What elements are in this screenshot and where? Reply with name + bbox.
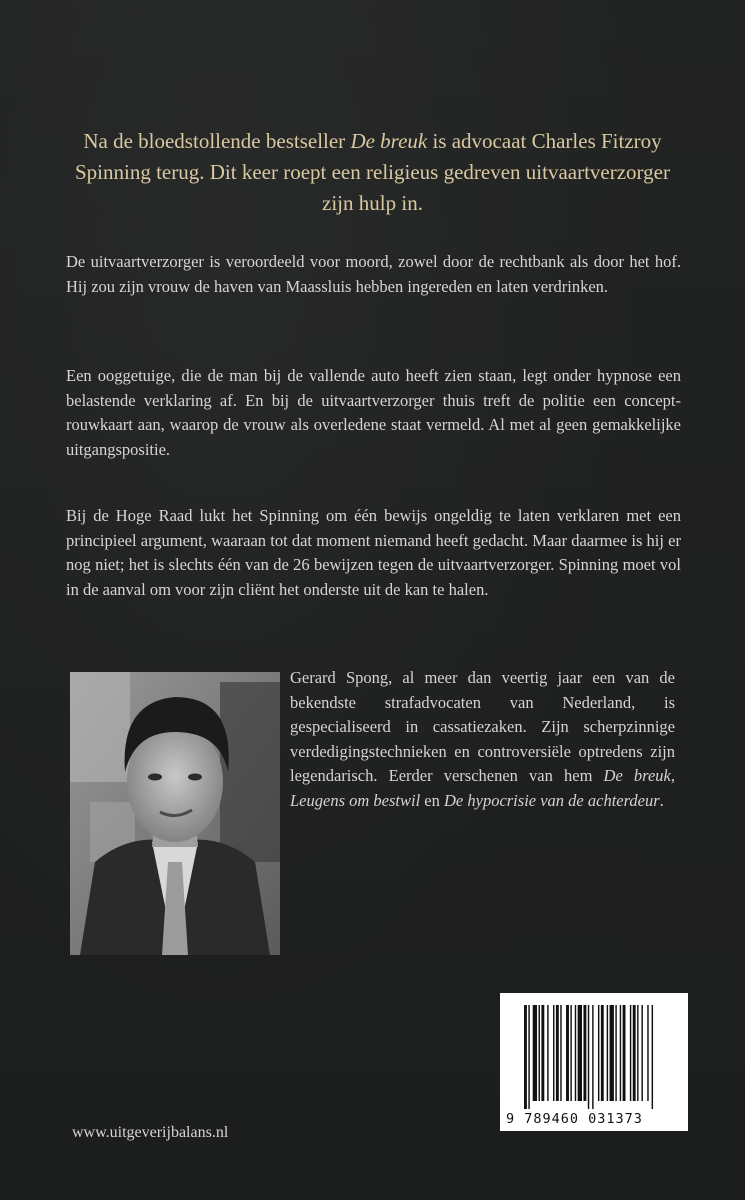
barcode-bars	[500, 993, 688, 1111]
barcode-bar	[647, 1005, 648, 1101]
intro-text-2: is advocaat Charles Fitzroy Spinning terug. Dit keer roept een religieus gedreven uitvaartverzorger zijn hulp in.	[75, 129, 670, 215]
isbn-number: 9 789460 031373	[506, 1111, 643, 1127]
barcode-bar	[553, 1005, 554, 1101]
isbn-barcode	[500, 993, 688, 1131]
barcode-bar	[528, 1005, 529, 1109]
barcode-bar	[533, 1005, 537, 1101]
barcode-bar	[601, 1005, 604, 1101]
bio-book-title: De hypocrisie van de achterdeur	[444, 790, 660, 810]
barcode-bar	[620, 1005, 621, 1101]
bio-book-title: De breuk	[603, 766, 671, 785]
intro-text-1: Na de bloedstollende bestseller	[83, 129, 351, 153]
barcode-bar	[641, 1005, 642, 1101]
barcode-bar	[637, 1005, 638, 1101]
bio-separator: en	[420, 790, 444, 810]
barcode-bar	[607, 1005, 608, 1101]
barcode-bar	[575, 1005, 576, 1101]
barcode-bar	[524, 1005, 527, 1109]
barcode-bar	[610, 1005, 614, 1101]
barcode-bar	[592, 1005, 593, 1109]
barcode-bar	[560, 1005, 561, 1101]
barcode-bar	[539, 1005, 540, 1101]
bio-text: Gerard Spong, al meer dan veertig jaar een van de bekendste strafadvocaten van Nederland, is gespecialiseerd in cassatiezaken. Zijn scherpzinnige verdedigingstechnieken en controversiële optredens zijn legendarisch. Eerder verschenen van hem	[290, 668, 675, 785]
barcode-bar	[566, 1005, 569, 1101]
author-bio	[290, 666, 675, 813]
body-paragraph: Een ooggetuige, die de man bij de vallende auto heeft zien staan, legt onder hypnose een belastende verklaring af. En bij de uitvaartverzorger thuis treft de politie een concept-rouwkaart aan, waarop de vrouw als overledene staat vermeld. Al met al geen gemakkelijke uitgangspositie.	[66, 366, 681, 459]
barcode-bar	[578, 1005, 582, 1101]
body-paragraph: De uitvaartverzorger is veroordeeld voor moord, zowel door de rechtbank als door het hof. Hij zou zijn vrouw de haven van Maassluis hebben ingereden en laten verdrinken.	[66, 252, 681, 296]
barcode-bar	[583, 1005, 586, 1101]
barcode-bar	[633, 1005, 636, 1101]
barcode-bar	[547, 1005, 548, 1101]
intro-book-title: De breuk	[350, 129, 428, 153]
barcode-bar	[598, 1005, 599, 1101]
barcode-bar	[541, 1005, 544, 1101]
bio-end: .	[659, 790, 664, 810]
publisher-website[interactable]: www.uitgeverijbalans.nl	[72, 1124, 229, 1141]
barcode-bar	[570, 1005, 571, 1101]
barcode-bar	[630, 1005, 631, 1101]
body-paragraph: Bij de Hoge Raad lukt het Spinning om één bewijs ongeldig te laten verklaren met een principieel argument, waaraan tot dat moment niemand heeft gedacht. Maar daarmee is hij er nog niet; het is slechts één van de 26 bewijzen tegen de uitvaartverzorger. Spinning moet vol in de aanval om voor zijn cliënt het onderste uit de kan te halen.	[66, 506, 681, 599]
barcode-bar	[588, 1005, 589, 1109]
barcode-bar	[623, 1005, 626, 1101]
intro-blurb	[70, 126, 675, 219]
barcode-bar	[556, 1005, 559, 1101]
barcode-bar	[615, 1005, 616, 1101]
bio-separator: ,	[670, 766, 675, 785]
author-photo	[70, 672, 280, 955]
barcode-bar	[652, 1005, 653, 1109]
bio-book-title: Leugens om bestwil	[290, 790, 421, 810]
